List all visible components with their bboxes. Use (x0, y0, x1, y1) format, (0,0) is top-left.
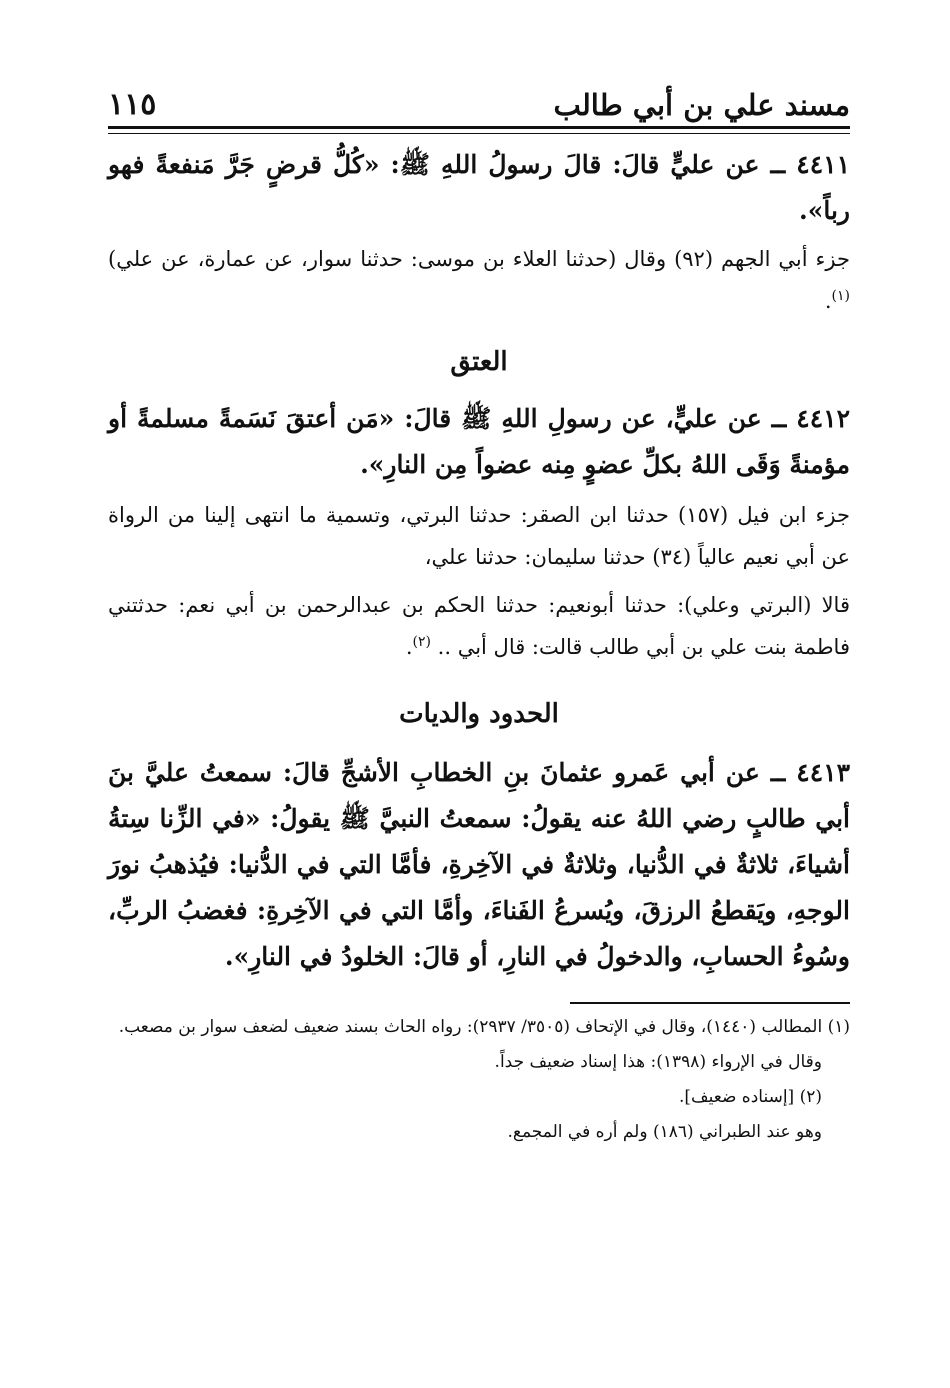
source-4411-end: . (824, 289, 832, 313)
header-rule (108, 126, 850, 134)
footnote-ref-2[interactable]: (٢) (412, 634, 431, 650)
footnote-1-line-2: وقال في الإرواء (١٣٩٨): هذا إسناد ضعيف جداً. (494, 1052, 822, 1072)
hadith-4411: ٤٤١١ ــ عن عليٍّ قالَ: قالَ رسولُ اللهِ ﷺ: «كُلُّ قرضٍ جَرَّ مَنفعةً فهو رباً». (108, 150, 850, 225)
footnote-2-line-2: وهو عند الطبراني (١٨٦) ولم أره في المجمع. (507, 1122, 822, 1142)
section-title-hudud: الحدود والديات (399, 699, 559, 729)
book-page (108, 80, 850, 1150)
source-4412-a: جزء ابن فيل (١٥٧) حدثنا ابن الصقر: حدثنا البرتي، وتسمية ما انتهى إلينا من الرواة عن أبي نعيم عالياً (٣٤) حدثنا سليمان: حدثنا علي، (108, 503, 851, 569)
hadith-4412: ٤٤١٢ ــ عن عليٍّ، عن رسولِ اللهِ ﷺ قالَ: «مَن أعتقَ نَسَمةً مسلمةً أو مؤمنةً وَقَى اللهُ بكلِّ عضوٍ مِنه عضواً مِن النارِ». (108, 404, 850, 479)
section-title-itq: العتق (450, 347, 508, 377)
source-4412-b-text: قالا (البرتي وعلي): حدثنا أبونعيم: حدثنا الحكم بن عبدالرحمن بن أبي نعم: حدثتني فاطمة بنت علي بن أبي طالب قالت: قال أبي .. (108, 593, 850, 659)
footnote-ref-1[interactable]: (١) (831, 288, 850, 304)
footnotes (108, 1010, 850, 1150)
source-4411-text: جزء أبي الجهم (٩٢) وقال (حدثنا العلاء بن موسى: حدثنا سوار، عن عمارة، عن علي) (108, 247, 850, 271)
hadith-4413: ٤٤١٣ ــ عن أبي عَمرو عثمانَ بنِ الخطابِ الأشجِّ قالَ: سمعتُ عليَّ بنَ أبي طالبٍ رضي اللهُ عنه يقولُ: سمعتُ النبيَّ ﷺ يقولُ: «في الزِّنا سِتةُ أشياءَ، ثلاثةٌ في الدُّنيا، وثلاثةٌ في الآخِرةِ، فأمَّا التي في الدُّنيا: فيُذهبُ نورَ الوجهِ، ويَقطعُ الرزقَ، ويُسرعُ الفَناءَ، وأمَّا التي في الآخِرةِ: فغضبُ الربِّ، وسُوءُ الحسابِ، والدخولُ في النارِ، أو قالَ: الخلودُ في النارِ». (108, 758, 850, 971)
source-4412-b (108, 584, 850, 668)
source-4411 (108, 238, 850, 322)
footnote-2-line-1: (٢) [إسناده ضعيف]. (678, 1087, 822, 1107)
footnote-1-line-1: (١) المطالب (١٤٤٠)، وقال في الإتحاف (٣٥٠٥/ ٢٩٣٧): رواه الحاث بسند ضعيف لضعف سوار بن مصعب. (118, 1017, 850, 1037)
source-4412-b-end: . (405, 635, 413, 659)
running-header (108, 80, 850, 120)
page-number: ١١٥ (108, 87, 157, 122)
book-title: مسند علي بن أبي طالب (553, 88, 850, 122)
